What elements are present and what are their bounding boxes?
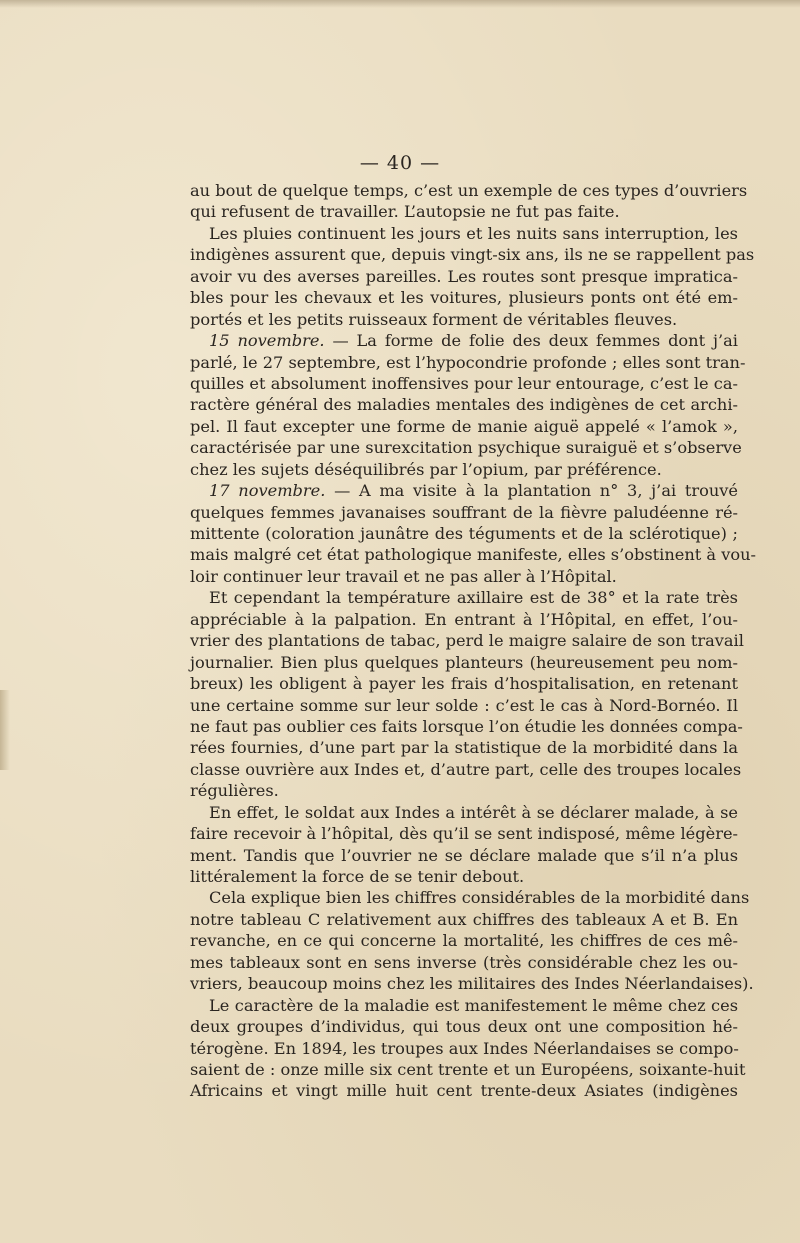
text-line xyxy=(190,180,748,201)
text-line xyxy=(190,845,738,866)
text-line xyxy=(190,609,738,630)
line-text: bles pour les chevaux et les voitures, plusieurs ponts ont été em- xyxy=(190,288,738,308)
line-text: appréciable à la palpation. En entrant à l’Hôpital, en effet, l’ou- xyxy=(190,609,738,629)
line-text: classe ouvrière aux Indes et, d’autre part, celle des troupes locales xyxy=(190,759,742,779)
text-line xyxy=(190,866,738,887)
line-text: ment. Tandis que l’ouvrier ne se déclare malade que s’il n’a plus xyxy=(190,845,738,865)
line-text: saient de : onze mille six cent trente et un Européens, soixante-huit xyxy=(190,1059,746,1079)
line-text: breux) les obligent à payer les frais d’hospitalisation, en retenant xyxy=(190,674,738,694)
text-line xyxy=(190,330,738,351)
line-text: térogène. En 1894, les troupes aux Indes Néerlandaises se compo- xyxy=(190,1038,739,1058)
line-text: parlé, le 27 septembre, est l’hypocondrie profonde ; elles sont tran- xyxy=(190,352,746,372)
text-line xyxy=(190,287,738,308)
text-line xyxy=(190,502,738,523)
text-line xyxy=(190,652,738,673)
text-line xyxy=(190,373,738,394)
line-text: notre tableau C relativement aux chiffres des tableaux A et B. En xyxy=(190,909,738,929)
line-text: indigènes assurent que, depuis vingt-six ans, ils ne se rappellent pas xyxy=(190,245,755,265)
line-text: faire recevoir à l’hôpital, dès qu’il se sent indisposé, même légère- xyxy=(190,824,738,844)
line-text: deux groupes d’individus, qui tous deux ont une composition hé- xyxy=(190,1017,738,1037)
line-text: chez les sujets déséquilibrés par l’opium, par préférence. xyxy=(190,459,662,479)
line-text: journalier. Bien plus quelques planteurs (heureusement peu nom- xyxy=(190,652,738,672)
text-line xyxy=(190,1080,738,1101)
text-line xyxy=(190,566,738,587)
text-line xyxy=(190,459,738,480)
line-text: pel. Il faut excepter une forme de manie aiguë appelé « l’amok », xyxy=(190,416,738,436)
text-line xyxy=(190,673,738,694)
line-text: vriers, beaucoup moins chez les militaires des Indes Néerlandaises). xyxy=(190,974,754,994)
line-text: Les pluies continuent les jours et les nuits sans interruption, les xyxy=(209,223,738,243)
line-text: En effet, le soldat aux Indes a intérêt à se déclarer malade, à se xyxy=(209,802,738,822)
text-line xyxy=(190,480,738,501)
text-line xyxy=(190,266,738,287)
line-text: mes tableaux sont en sens inverse (très considérable chez les ou- xyxy=(190,952,738,972)
text-line xyxy=(190,1038,738,1059)
text-line xyxy=(190,630,744,651)
text-line xyxy=(190,244,755,265)
line-text: au bout de quelque temps, c’est un exemple de ces types d’ouvriers xyxy=(190,181,748,200)
line-text: avoir vu des averses pareilles. Les routes sont presque impratica- xyxy=(190,266,738,286)
line-text: ne faut pas oublier ces faits lorsque l’on étudie les données compa- xyxy=(190,716,743,736)
line-text: Africains et vingt mille huit cent trente-deux Asiates (indigènes xyxy=(190,1081,738,1101)
entry-date: 15 novembre. xyxy=(209,331,325,351)
line-text: Le caractère de la maladie est manifestement le même chez ces xyxy=(209,995,738,1015)
body-text xyxy=(190,180,757,1102)
line-text: caractérisée par une surexcitation psychique suraiguë et s’observe xyxy=(190,438,742,458)
text-line xyxy=(190,523,738,544)
text-line xyxy=(190,780,738,801)
text-line xyxy=(190,309,738,330)
text-line xyxy=(190,394,738,415)
line-text: littéralement la force de se tenir debout. xyxy=(190,867,525,886)
line-text: portés et les petits ruisseaux forment de véritables fleuves. xyxy=(190,309,678,329)
text-line xyxy=(190,952,738,973)
line-text: revanche, en ce qui concerne la mortalité, les chiffres de ces mê- xyxy=(190,931,738,951)
line-text: Et cependant la température axillaire est de 38° et la rate très xyxy=(209,588,738,608)
line-text: Cela explique bien les chiffres considérables de la morbidité dans xyxy=(209,888,750,908)
text-line xyxy=(190,909,738,930)
line-text: mais malgré cet état pathologique manifeste, elles s’obstinent à vou- xyxy=(190,545,757,565)
text-line xyxy=(190,737,738,758)
text-line xyxy=(190,223,738,244)
text-line xyxy=(190,930,738,951)
line-text: régulières. xyxy=(190,781,279,801)
text-line xyxy=(190,823,738,844)
text-line xyxy=(190,995,738,1016)
page-edge-shadow xyxy=(0,0,800,8)
text-line xyxy=(190,973,754,994)
line-text: ractère général des maladies mentales des indigènes de cet archi- xyxy=(190,395,738,415)
text-line xyxy=(190,887,750,908)
text-line xyxy=(190,201,738,222)
line-text: quelques femmes javanaises souffrant de la fièvre paludéenne ré- xyxy=(190,502,738,522)
line-text: mittente (coloration jaunâtre des téguments et de la sclérotique) ; xyxy=(190,524,738,543)
line-text: vrier des plantations de tabac, perd le maigre salaire de son travail xyxy=(190,631,744,651)
page-number: — 40 — xyxy=(359,152,441,174)
text-line xyxy=(190,437,742,458)
text-line xyxy=(190,716,743,737)
line-text: rées fournies, d’une part par la statistique de la morbidité dans la xyxy=(190,738,738,758)
text-line xyxy=(190,1016,738,1037)
text-line xyxy=(190,695,738,716)
line-text: qui refusent de travailler. L’autopsie ne fut pas faite. xyxy=(190,202,620,222)
line-text: quilles et absolument inoffensives pour leur entourage, c’est le ca- xyxy=(190,373,738,393)
text-line xyxy=(190,352,746,373)
text-line xyxy=(190,544,757,565)
text-line xyxy=(190,802,738,823)
text-line xyxy=(190,587,738,608)
text-line xyxy=(190,1059,746,1080)
line-text: une certaine somme sur leur solde : c’est le cas à Nord-Bornéo. Il xyxy=(190,695,738,715)
line-text: — A ma visite à la plantation n° 3, j’ai trouvé xyxy=(325,481,738,501)
line-text: — La forme de folie des deux femmes dont j’ai xyxy=(324,331,738,351)
line-text: loir continuer leur travail et ne pas aller à l’Hôpital. xyxy=(190,566,617,586)
text-line xyxy=(190,416,738,437)
entry-date: 17 novembre. xyxy=(209,481,326,501)
text-line xyxy=(190,759,742,780)
page-margin-stain xyxy=(0,690,10,770)
